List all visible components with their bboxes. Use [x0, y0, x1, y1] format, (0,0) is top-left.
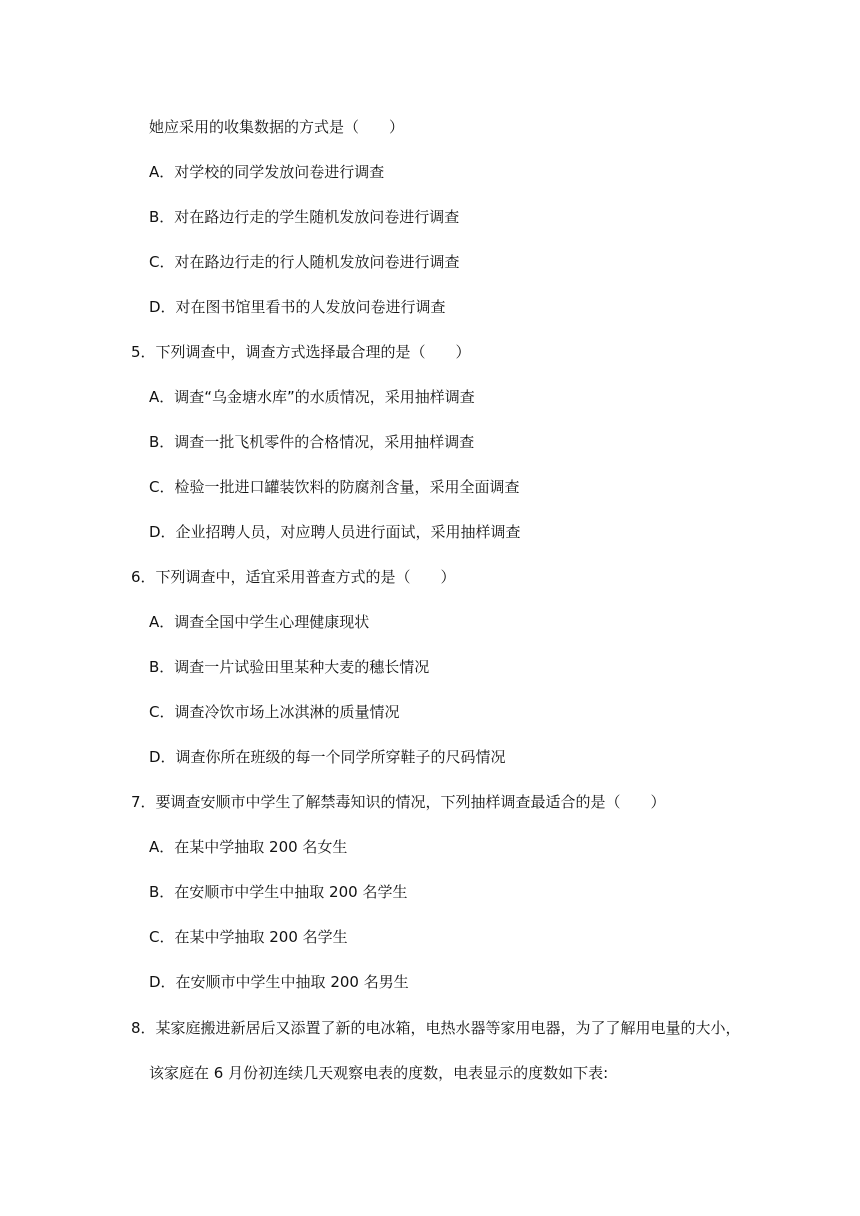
q6-option-a: A．调查全国中学生心理健康现状 — [149, 613, 370, 631]
q4-option-a: A．对学校的同学发放问卷进行调查 — [149, 163, 385, 181]
q7-option-c: C．在某中学抽取 200 名学生 — [149, 928, 348, 946]
q7-option-d: D．在安顺市中学生中抽取 200 名男生 — [149, 973, 409, 991]
q7-stem: 7．要调查安顺市中学生了解禁毒知识的情况，下列抽样调查最适合的是（ ） — [131, 793, 666, 811]
q4-option-c: C．对在路边行走的行人随机发放问卷进行调查 — [149, 253, 460, 271]
q4-option-d: D．对在图书馆里看书的人发放问卷进行调查 — [149, 298, 446, 316]
q7-option-a: A．在某中学抽取 200 名女生 — [149, 838, 348, 856]
q5-option-b: B．调查一批飞机零件的合格情况，采用抽样调查 — [149, 433, 475, 451]
q6-option-c: C．调查冷饮市场上冰淇淋的质量情况 — [149, 703, 400, 721]
q6-stem: 6．下列调查中，适宜采用普查方式的是（ ） — [131, 568, 456, 586]
q4-stem-continuation: 她应采用的收集数据的方式是（ ） — [149, 118, 405, 136]
q8-stem: 8．某家庭搬进新居后又添置了新的电冰箱，电热水器等家用电器，为了了解用电量的大小， — [131, 1019, 741, 1037]
q7-option-b: B．在安顺市中学生中抽取 200 名学生 — [149, 883, 408, 901]
q5-stem: 5．下列调查中，调查方式选择最合理的是（ ） — [131, 343, 471, 361]
q6-option-d: D．调查你所在班级的每一个同学所穿鞋子的尺码情况 — [149, 748, 506, 766]
q8-stem-continuation: 该家庭在 6 月份初连续几天观察电表的度数，电表显示的度数如下表: — [149, 1064, 609, 1082]
q5-option-a: A．调查“乌金塘水库”的水质情况，采用抽样调查 — [149, 388, 475, 406]
q4-option-b: B．对在路边行走的学生随机发放问卷进行调查 — [149, 208, 460, 226]
q5-option-d: D．企业招聘人员，对应聘人员进行面试，采用抽样调查 — [149, 523, 521, 541]
q5-option-c: C．检验一批进口罐装饮料的防腐剂含量，采用全面调查 — [149, 478, 520, 496]
q6-option-b: B．调查一片试验田里某种大麦的穗长情况 — [149, 658, 430, 676]
